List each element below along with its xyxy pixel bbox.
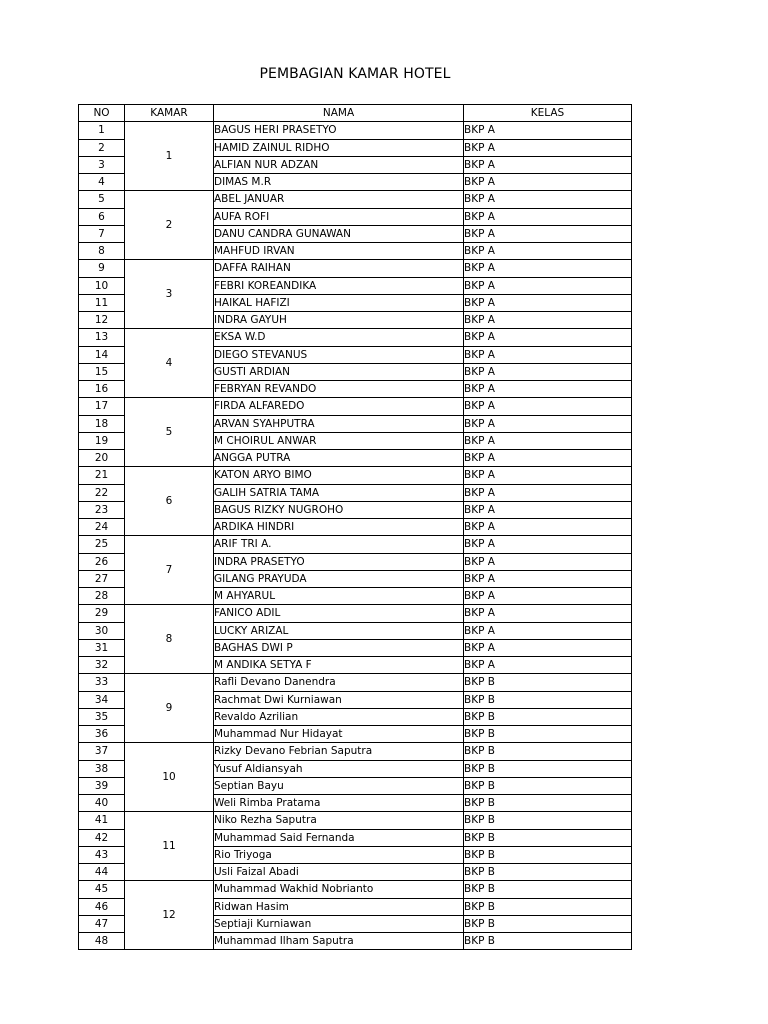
row-number-cell: 33 <box>79 674 125 691</box>
name-cell: ANGGA PUTRA <box>214 450 464 467</box>
name-cell: Rafli Devano Danendra <box>214 674 464 691</box>
name-cell: GALIH SATRIA TAMA <box>214 484 464 501</box>
class-cell: BKP B <box>464 674 632 691</box>
class-cell: BKP A <box>464 122 632 139</box>
row-number-cell: 7 <box>79 225 125 242</box>
row-number-cell: 11 <box>79 294 125 311</box>
row-number-cell: 44 <box>79 864 125 881</box>
room-number-cell: 1 <box>125 122 214 191</box>
row-number-cell: 46 <box>79 898 125 915</box>
row-number-cell: 42 <box>79 829 125 846</box>
name-cell: Niko Rezha Saputra <box>214 812 464 829</box>
class-cell: BKP B <box>464 743 632 760</box>
class-cell: BKP A <box>464 139 632 156</box>
name-cell: Ridwan Hasim <box>214 898 464 915</box>
class-cell: BKP A <box>464 432 632 449</box>
row-number-cell: 37 <box>79 743 125 760</box>
room-number-cell: 2 <box>125 191 214 260</box>
class-cell: BKP A <box>464 657 632 674</box>
row-number-cell: 38 <box>79 760 125 777</box>
name-cell: M ANDIKA SETYA F <box>214 657 464 674</box>
row-number-cell: 31 <box>79 639 125 656</box>
header-kamar: KAMAR <box>125 105 214 122</box>
table-row <box>79 467 632 484</box>
class-cell: BKP B <box>464 777 632 794</box>
class-cell: BKP B <box>464 691 632 708</box>
name-cell: HAMID ZAINUL RIDHO <box>214 139 464 156</box>
class-cell: BKP A <box>464 467 632 484</box>
class-cell: BKP A <box>464 208 632 225</box>
name-cell: ALFIAN NUR ADZAN <box>214 156 464 173</box>
row-number-cell: 29 <box>79 605 125 622</box>
name-cell: Usli Faizal Abadi <box>214 864 464 881</box>
name-cell: Muhammad Wakhid Nobrianto <box>214 881 464 898</box>
table-body <box>79 122 632 950</box>
class-cell: BKP A <box>464 156 632 173</box>
class-cell: BKP B <box>464 915 632 932</box>
class-cell: BKP A <box>464 243 632 260</box>
class-cell: BKP A <box>464 381 632 398</box>
page-title: PEMBAGIAN KAMAR HOTEL <box>259 66 451 82</box>
name-cell: Septiaji Kurniawan <box>214 915 464 932</box>
room-number-cell: 4 <box>125 329 214 398</box>
name-cell: BAGUS RIZKY NUGROHO <box>214 501 464 518</box>
class-cell: BKP A <box>464 588 632 605</box>
class-cell: BKP A <box>464 294 632 311</box>
row-number-cell: 35 <box>79 708 125 725</box>
row-number-cell: 13 <box>79 329 125 346</box>
table-row <box>79 329 632 346</box>
name-cell: Muhammad Said Fernanda <box>214 829 464 846</box>
name-cell: DIMAS M.R <box>214 174 464 191</box>
row-number-cell: 23 <box>79 501 125 518</box>
class-cell: BKP B <box>464 898 632 915</box>
row-number-cell: 26 <box>79 553 125 570</box>
row-number-cell: 28 <box>79 588 125 605</box>
row-number-cell: 41 <box>79 812 125 829</box>
class-cell: BKP A <box>464 415 632 432</box>
name-cell: EKSA W.D <box>214 329 464 346</box>
name-cell: Yusuf Aldiansyah <box>214 760 464 777</box>
row-number-cell: 45 <box>79 881 125 898</box>
room-number-cell: 7 <box>125 536 214 605</box>
room-number-cell: 12 <box>125 881 214 950</box>
room-number-cell: 5 <box>125 398 214 467</box>
name-cell: FIRDA ALFAREDO <box>214 398 464 415</box>
name-cell: ARVAN SYAHPUTRA <box>214 415 464 432</box>
row-number-cell: 27 <box>79 570 125 587</box>
table-row <box>79 260 632 277</box>
room-number-cell: 6 <box>125 467 214 536</box>
row-number-cell: 9 <box>79 260 125 277</box>
class-cell: BKP A <box>464 605 632 622</box>
room-number-cell: 8 <box>125 605 214 674</box>
name-cell: GUSTI ARDIAN <box>214 363 464 380</box>
table-row <box>79 881 632 898</box>
class-cell: BKP A <box>464 363 632 380</box>
table-row <box>79 122 632 139</box>
name-cell: ARDIKA HINDRI <box>214 519 464 536</box>
row-number-cell: 34 <box>79 691 125 708</box>
name-cell: HAIKAL HAFIZI <box>214 294 464 311</box>
class-cell: BKP A <box>464 312 632 329</box>
table-row <box>79 812 632 829</box>
name-cell: Rizky Devano Febrian Saputra <box>214 743 464 760</box>
class-cell: BKP B <box>464 829 632 846</box>
header-no: NO <box>79 105 125 122</box>
class-cell: BKP A <box>464 536 632 553</box>
row-number-cell: 24 <box>79 519 125 536</box>
row-number-cell: 3 <box>79 156 125 173</box>
row-number-cell: 39 <box>79 777 125 794</box>
name-cell: INDRA GAYUH <box>214 312 464 329</box>
name-cell: AUFA ROFI <box>214 208 464 225</box>
name-cell: M AHYARUL <box>214 588 464 605</box>
name-cell: KATON ARYO BIMO <box>214 467 464 484</box>
row-number-cell: 17 <box>79 398 125 415</box>
class-cell: BKP B <box>464 760 632 777</box>
name-cell: ARIF TRI A. <box>214 536 464 553</box>
header-nama: NAMA <box>214 105 464 122</box>
table-row <box>79 605 632 622</box>
class-cell: BKP B <box>464 881 632 898</box>
table-row <box>79 743 632 760</box>
room-number-cell: 11 <box>125 812 214 881</box>
name-cell: Muhammad Nur Hidayat <box>214 726 464 743</box>
class-cell: BKP A <box>464 501 632 518</box>
row-number-cell: 10 <box>79 277 125 294</box>
class-cell: BKP A <box>464 553 632 570</box>
row-number-cell: 4 <box>79 174 125 191</box>
row-number-cell: 14 <box>79 346 125 363</box>
row-number-cell: 12 <box>79 312 125 329</box>
name-cell: DAFFA RAIHAN <box>214 260 464 277</box>
class-cell: BKP A <box>464 450 632 467</box>
name-cell: DANU CANDRA GUNAWAN <box>214 225 464 242</box>
class-cell: BKP B <box>464 795 632 812</box>
name-cell: FEBRYAN REVANDO <box>214 381 464 398</box>
row-number-cell: 8 <box>79 243 125 260</box>
name-cell: FEBRI KOREANDIKA <box>214 277 464 294</box>
row-number-cell: 25 <box>79 536 125 553</box>
class-cell: BKP A <box>464 346 632 363</box>
class-cell: BKP A <box>464 260 632 277</box>
name-cell: BAGHAS DWI P <box>214 639 464 656</box>
room-assignment-table <box>78 104 632 950</box>
row-number-cell: 16 <box>79 381 125 398</box>
row-number-cell: 43 <box>79 846 125 863</box>
name-cell: FANICO ADIL <box>214 605 464 622</box>
row-number-cell: 20 <box>79 450 125 467</box>
name-cell: Septian Bayu <box>214 777 464 794</box>
row-number-cell: 30 <box>79 622 125 639</box>
class-cell: BKP A <box>464 329 632 346</box>
class-cell: BKP A <box>464 570 632 587</box>
class-cell: BKP B <box>464 708 632 725</box>
name-cell: LUCKY ARIZAL <box>214 622 464 639</box>
class-cell: BKP A <box>464 639 632 656</box>
class-cell: BKP B <box>464 846 632 863</box>
row-number-cell: 1 <box>79 122 125 139</box>
name-cell: Rachmat Dwi Kurniawan <box>214 691 464 708</box>
row-number-cell: 18 <box>79 415 125 432</box>
table-row <box>79 191 632 208</box>
class-cell: BKP B <box>464 864 632 881</box>
row-number-cell: 47 <box>79 915 125 932</box>
name-cell: Revaldo Azrilian <box>214 708 464 725</box>
class-cell: BKP B <box>464 812 632 829</box>
row-number-cell: 19 <box>79 432 125 449</box>
row-number-cell: 40 <box>79 795 125 812</box>
row-number-cell: 15 <box>79 363 125 380</box>
class-cell: BKP A <box>464 484 632 501</box>
class-cell: BKP A <box>464 398 632 415</box>
class-cell: BKP A <box>464 519 632 536</box>
table-header-row <box>79 105 632 122</box>
class-cell: BKP A <box>464 191 632 208</box>
class-cell: BKP A <box>464 622 632 639</box>
room-number-cell: 10 <box>125 743 214 812</box>
name-cell: Rio Triyoga <box>214 846 464 863</box>
room-number-cell: 3 <box>125 260 214 329</box>
class-cell: BKP B <box>464 933 632 950</box>
room-number-cell: 9 <box>125 674 214 743</box>
table-row <box>79 398 632 415</box>
header-kelas: KELAS <box>464 105 632 122</box>
name-cell: BAGUS HERI PRASETYO <box>214 122 464 139</box>
class-cell: BKP A <box>464 277 632 294</box>
row-number-cell: 5 <box>79 191 125 208</box>
row-number-cell: 48 <box>79 933 125 950</box>
table-row <box>79 674 632 691</box>
name-cell: GILANG PRAYUDA <box>214 570 464 587</box>
name-cell: Muhammad Ilham Saputra <box>214 933 464 950</box>
class-cell: BKP A <box>464 174 632 191</box>
row-number-cell: 6 <box>79 208 125 225</box>
row-number-cell: 2 <box>79 139 125 156</box>
name-cell: ABEL JANUAR <box>214 191 464 208</box>
name-cell: INDRA PRASETYO <box>214 553 464 570</box>
table-row <box>79 536 632 553</box>
class-cell: BKP A <box>464 225 632 242</box>
name-cell: DIEGO STEVANUS <box>214 346 464 363</box>
name-cell: MAHFUD IRVAN <box>214 243 464 260</box>
row-number-cell: 22 <box>79 484 125 501</box>
name-cell: Weli Rimba Pratama <box>214 795 464 812</box>
name-cell: M CHOIRUL ANWAR <box>214 432 464 449</box>
row-number-cell: 32 <box>79 657 125 674</box>
row-number-cell: 36 <box>79 726 125 743</box>
row-number-cell: 21 <box>79 467 125 484</box>
class-cell: BKP B <box>464 726 632 743</box>
